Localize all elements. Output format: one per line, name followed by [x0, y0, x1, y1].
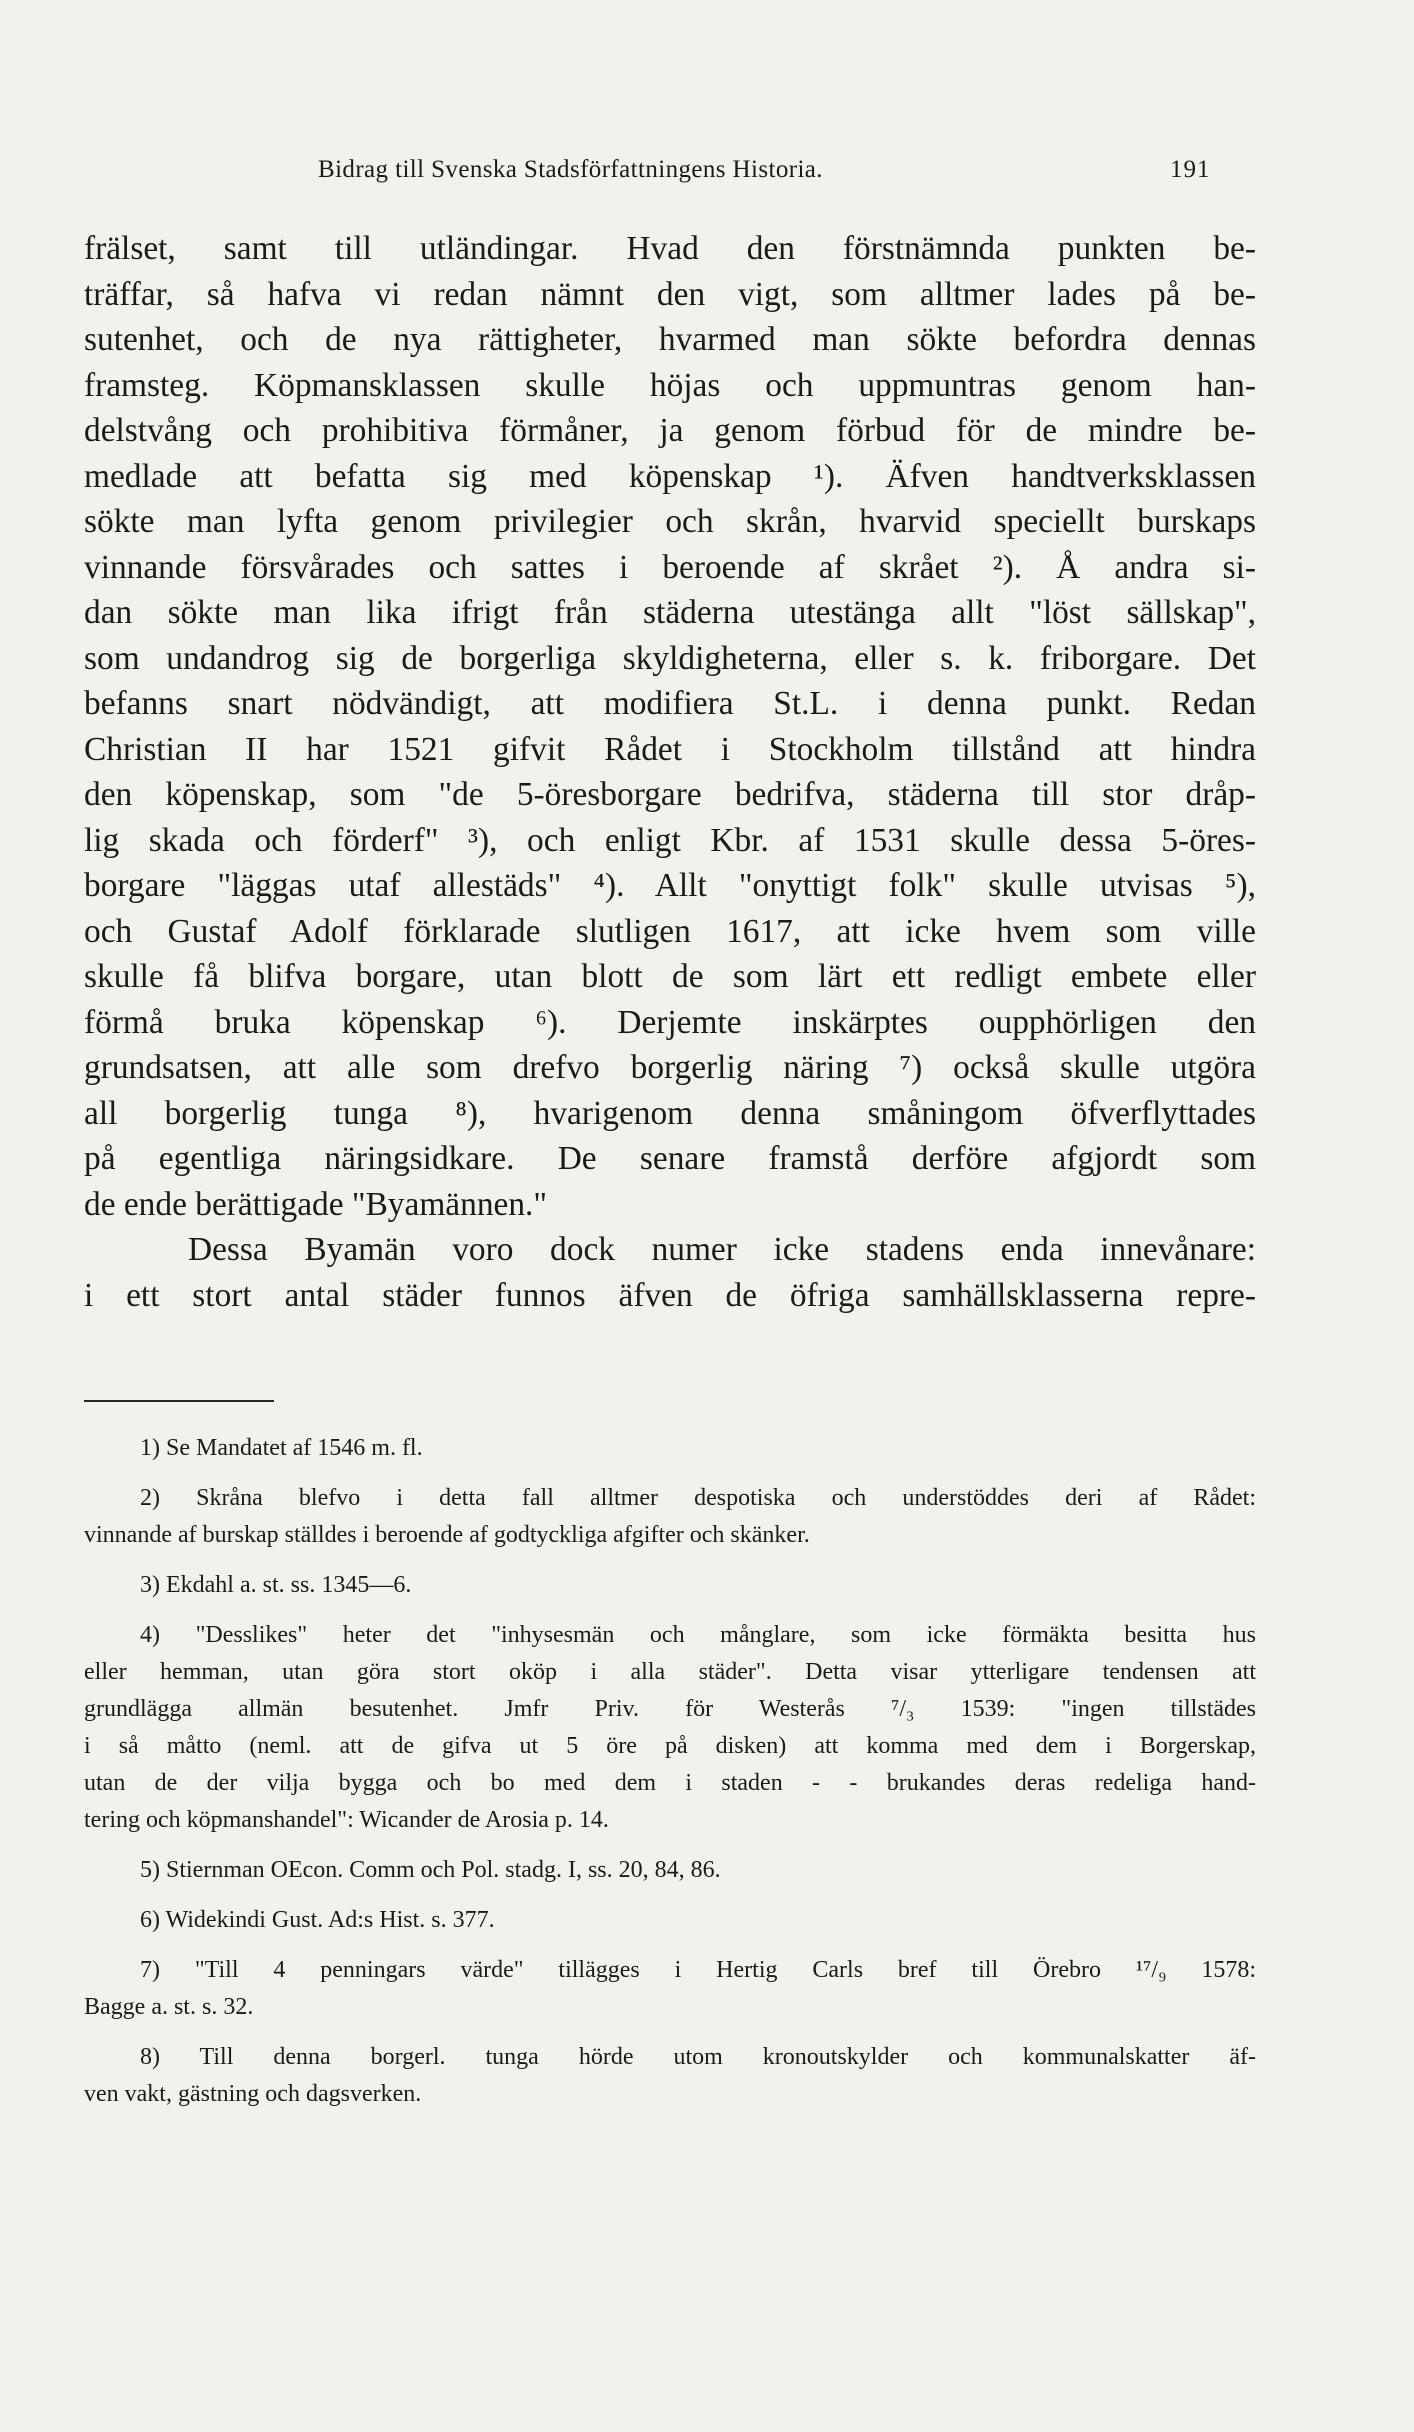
text-line: medlade att befatta sig med köpenskap ¹). Äfven handtverksklassen: [84, 457, 1256, 495]
footnote-1: [84, 1430, 1256, 1467]
text-line: träffar, så hafva vi redan nämnt den vigt, som alltmer lades på be-: [84, 275, 1256, 313]
footnote-7: [84, 1952, 1256, 2026]
running-header: [0, 156, 1414, 196]
text-line: sutenhet, och de nya rättigheter, hvarmed man sökte befordra dennas: [84, 321, 1256, 358]
text-line: sökte man lyfta genom privilegier och skrån, hvarvid speciellt burskaps: [84, 503, 1256, 540]
text-line: på egentliga näringsidkare. De senare framstå derföre afgjordt som: [84, 1140, 1256, 1177]
footnote-line: ven vakt, gästning och dagsverken.: [84, 2081, 422, 2107]
text-line: de ende berättigade "Byamännen.": [84, 1185, 548, 1223]
footnote-line: eller hemman, utan göra stort oköp i alla städer". Detta visar ytterligare tendensen att: [84, 1659, 1256, 1685]
text-line: vinnande försvårades och sattes i beroende af skrået ²). Å andra si-: [84, 548, 1256, 586]
footnotes: [84, 1430, 1256, 2126]
footnote-8: [84, 2039, 1256, 2113]
body-text: [84, 226, 1256, 1318]
footnote-line: 2) Skråna blefvo i detta fall alltmer despotiska och understöddes deri af Rådet:: [140, 1485, 1256, 1511]
page-number: 191: [1170, 156, 1211, 183]
footnote-line: vinnande af burskap ställdes i beroende af godtyckliga afgifter och skänker.: [84, 1522, 810, 1548]
text-line: som undandrog sig de borgerliga skyldigheterna, eller s. k. friborgare. Det: [84, 639, 1256, 677]
footnote-6: [84, 1902, 1256, 1939]
text-line: befanns snart nödvändigt, att modifiera St.L. i denna punkt. Redan: [84, 685, 1256, 722]
text-line: Dessa Byamän voro dock numer icke stadens enda innevånare:: [188, 1231, 1256, 1268]
text-line: i ett stort antal städer funnos äfven de öfriga samhällsklasserna repre-: [84, 1276, 1256, 1314]
text-line: den köpenskap, som "de 5-öresborgare bedrifva, städerna till stor dråp-: [84, 776, 1256, 813]
text-line: grundsatsen, att alle som drefvo borgerlig näring ⁷) också skulle utgöra: [84, 1049, 1256, 1086]
footnote-2: [84, 1480, 1256, 1554]
footnote-line: 6) Widekindi Gust. Ad:s Hist. s. 377.: [140, 1907, 495, 1933]
footnote-3: [84, 1567, 1256, 1604]
footnote-line: 8) Till denna borgerl. tunga hörde utom kronoutskylder och kommunalskatter äf-: [140, 2044, 1256, 2070]
footnote-line: tering och köpmanshandel": Wicander de Arosia p. 14.: [84, 1807, 609, 1833]
footnote-line: 3) Ekdahl a. st. ss. 1345—6.: [140, 1572, 412, 1598]
footnote-line: i så måtto (neml. att de gifva ut 5 öre på disken) att komma med dem i Borgerskap,: [84, 1733, 1256, 1759]
text-line: dan sökte man lika ifrigt från städerna utestänga allt "löst sällskap",: [84, 594, 1256, 631]
footnote-line: Bagge a. st. s. 32.: [84, 1994, 254, 2020]
footnote-line: 5) Stiernman OEcon. Comm och Pol. stadg. I, ss. 20, 84, 86.: [140, 1857, 721, 1883]
text-line: skulle få blifva borgare, utan blott de som lärt ett redligt embete eller: [84, 958, 1256, 995]
text-line: Christian II har 1521 gifvit Rådet i Stockholm tillstånd att hindra: [84, 730, 1256, 768]
text-line: delstvång och prohibitiva förmåner, ja genom förbud för de mindre be-: [84, 412, 1256, 449]
footnote-line: 1) Se Mandatet af 1546 m. fl.: [140, 1435, 423, 1461]
text-line: borgare "läggas utaf allestäds" ⁴). Allt "onyttigt folk" skulle utvisas ⁵),: [84, 867, 1256, 904]
footnote-5: [84, 1852, 1256, 1889]
footnote-separator: [84, 1400, 274, 1402]
footnote-line: 7) "Till 4 penningars värde" tillägges i Hertig Carls bref till Örebro ¹⁷/₉ 1578:: [140, 1957, 1256, 1983]
text-line: lig skada och förderf" ³), och enligt Kbr. af 1531 skulle dessa 5-öres-: [84, 821, 1256, 859]
text-line: framsteg. Köpmansklassen skulle höjas och uppmuntras genom han-: [84, 366, 1256, 404]
footnote-4: [84, 1617, 1256, 1839]
text-line: frälset, samt till utländingar. Hvad den förstnämnda punkten be-: [84, 230, 1256, 267]
text-line: all borgerlig tunga ⁸), hvarigenom denna småningom öfverflyttades: [84, 1094, 1256, 1132]
footnote-line: 4) "Desslikes" heter det "inhysesmän och månglare, som icke förmäkta besitta hus: [140, 1622, 1256, 1648]
text-line: förmå bruka köpenskap ⁶). Derjemte inskärptes oupphörligen den: [84, 1003, 1256, 1041]
running-title: Bidrag till Svenska Stadsförfattningens Historia.: [318, 156, 823, 183]
text-line: och Gustaf Adolf förklarade slutligen 1617, att icke hvem som ville: [84, 912, 1256, 950]
footnote-line: utan de der vilja bygga och bo med dem i staden - - brukandes deras redeliga hand-: [84, 1770, 1256, 1796]
footnote-line: grundlägga allmän besutenhet. Jmfr Priv. för Westerås ⁷/₃ 1539: "ingen tillstädes: [84, 1696, 1256, 1722]
